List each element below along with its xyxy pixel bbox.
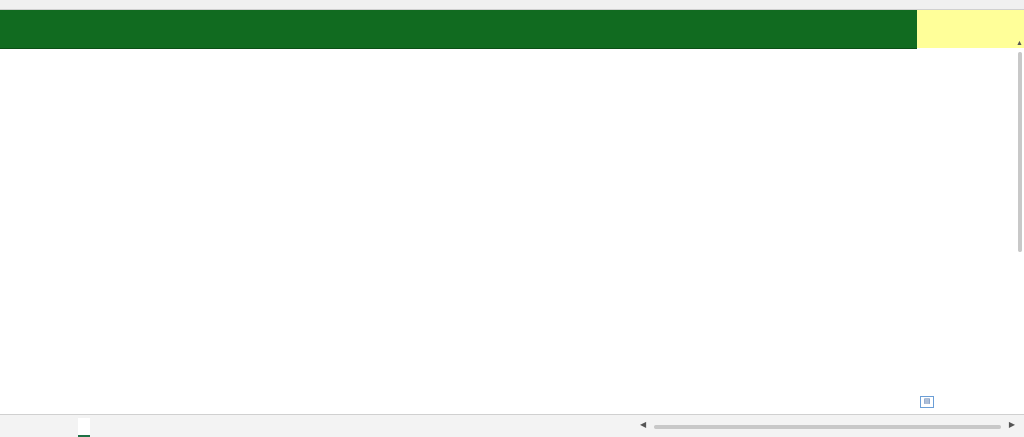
quick-analysis-icon[interactable]: ▤: [920, 396, 934, 408]
sheet-tab-bar: [0, 414, 1024, 437]
title-banner[interactable]: [0, 10, 917, 49]
scroll-left-icon[interactable]: ◀: [640, 420, 647, 429]
tab-operatorler[interactable]: [238, 418, 250, 435]
table-header-row: [0, 48, 1024, 60]
today-box[interactable]: [917, 10, 1024, 48]
column-header-bar[interactable]: [0, 0, 1024, 10]
scroll-up-icon[interactable]: ▲: [1016, 40, 1023, 47]
vertical-scrollbar[interactable]: [1016, 40, 1024, 414]
vertical-scroll-thumb[interactable]: [1018, 52, 1022, 252]
sheet-title: [0, 10, 917, 48]
horizontal-scrollbar[interactable]: [640, 420, 1015, 431]
scroll-right-icon[interactable]: ▶: [1008, 420, 1015, 429]
tab-ilkyardim[interactable]: [158, 418, 170, 435]
horizontal-scroll-thumb[interactable]: [654, 425, 1001, 429]
tab-sgk-ve-ek2[interactable]: [78, 418, 90, 437]
